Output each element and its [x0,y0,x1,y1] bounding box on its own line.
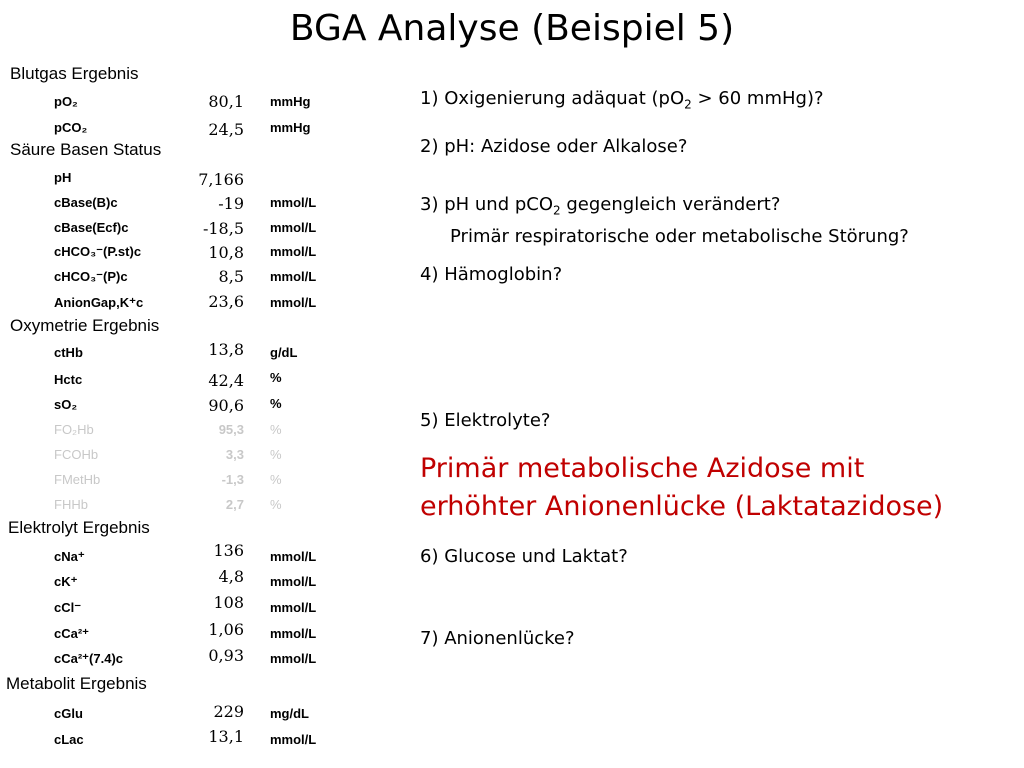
question-4: 4) Hämoglobin? [420,264,563,285]
row-label: FMetHb [54,472,101,487]
row-unit: mmol/L [270,626,317,641]
question-7: 7) Anionenlücke? [420,628,575,649]
bga-report [0,0,400,768]
row-label: AnionGap,K⁺c [54,295,144,310]
row-label: cHCO₃⁻(P)c [54,269,128,284]
row-unit: % [270,472,282,487]
row-label: pH [54,170,72,185]
row-unit: % [270,396,282,411]
row-label: cBase(B)c [54,195,118,210]
row-value: 1,06 [208,620,244,639]
row-label: sO₂ [54,397,78,412]
row-value: 7,166 [198,170,244,189]
row-unit: mmol/L [270,269,317,284]
conclusion-line-2: erhöhter Anionenlücke (Laktatazidose) [420,491,944,522]
row-label: cNa⁺ [54,549,85,564]
row-value: 42,4 [208,371,244,390]
row-unit: mmol/L [270,244,317,259]
row-label: pCO₂ [54,120,88,135]
row-value: 90,6 [208,396,244,415]
row-value: 2,7 [225,497,244,512]
row-unit: % [270,370,282,385]
section-metabolit: Metabolit Ergebnis [6,674,147,693]
row-value: 229 [213,702,244,721]
row-unit: g/dL [270,345,298,360]
row-unit: mg/dL [270,706,309,721]
row-unit: % [270,422,282,437]
row-label: FO₂Hb [54,422,94,437]
row-value: 13,1 [208,727,244,746]
question-6: 6) Glucose und Laktat? [420,546,628,567]
row-label: cBase(Ecf)c [54,220,129,235]
row-unit: % [270,447,282,462]
question-list [420,0,1020,768]
row-label: cHCO₃⁻(P.st)c [54,244,142,259]
row-unit: mmol/L [270,295,317,310]
question-2: 2) pH: Azidose oder Alkalose? [420,136,688,157]
section-blutgas: Blutgas Ergebnis [10,64,139,83]
row-value: 10,8 [208,243,244,262]
row-unit: mmol/L [270,195,317,210]
row-unit: % [270,497,282,512]
row-label: FCOHb [54,447,99,462]
row-unit: mmol/L [270,574,317,589]
row-value: -19 [218,194,244,213]
row-value: -1,3 [221,472,244,487]
row-label: cCa²⁺(7.4)c [54,651,123,666]
section-elektrolyt: Elektrolyt Ergebnis [8,518,150,537]
row-value: 136 [213,541,244,560]
row-value: 8,5 [218,267,244,286]
row-label: cGlu [54,706,83,721]
row-value: 23,6 [208,292,244,311]
row-unit: mmol/L [270,220,317,235]
row-value: 0,93 [208,646,244,665]
row-value: 24,5 [208,120,244,139]
row-value: 13,8 [208,340,244,359]
row-label: FHHb [54,497,88,512]
row-label: ctHb [54,345,83,360]
row-value: 108 [213,593,244,612]
row-label: pO₂ [54,94,78,109]
question-3: 3) pH und pCO$_2$ gegengleich verändert? Primär respiratorische oder metabolische Störung? [420,194,909,247]
row-unit: mmol/L [270,549,317,564]
page-title: BGA Analyse (Beispiel 5) [289,8,735,49]
row-value: 3,3 [225,447,244,462]
conclusion-text [420,450,943,526]
question-1: 1) Oxigenierung adäquat ($pO_2 > 60$ mmHg)? [420,88,824,112]
row-label: cLac [54,732,84,747]
conclusion-line-1: Primär metabolische Azidose mit [420,453,865,484]
row-unit: mmHg [270,120,311,135]
question-5: 5) Elektrolyte? [420,410,551,431]
row-label: Hctc [54,372,83,387]
row-unit: mmol/L [270,651,317,666]
row-unit: mmHg [270,94,311,109]
row-value: 95,3 [218,422,244,437]
row-value: -18,5 [202,219,244,238]
row-unit: mmol/L [270,600,317,615]
row-label: cK⁺ [54,574,78,589]
row-label: cCl⁻ [54,600,82,615]
section-saeure-basen: Säure Basen Status [10,140,162,159]
row-unit: mmol/L [270,732,317,747]
row-value: 80,1 [208,92,244,111]
section-oxymetrie: Oxymetrie Ergebnis [10,316,160,335]
row-value: 4,8 [218,567,244,586]
row-label: cCa²⁺ [54,626,90,641]
